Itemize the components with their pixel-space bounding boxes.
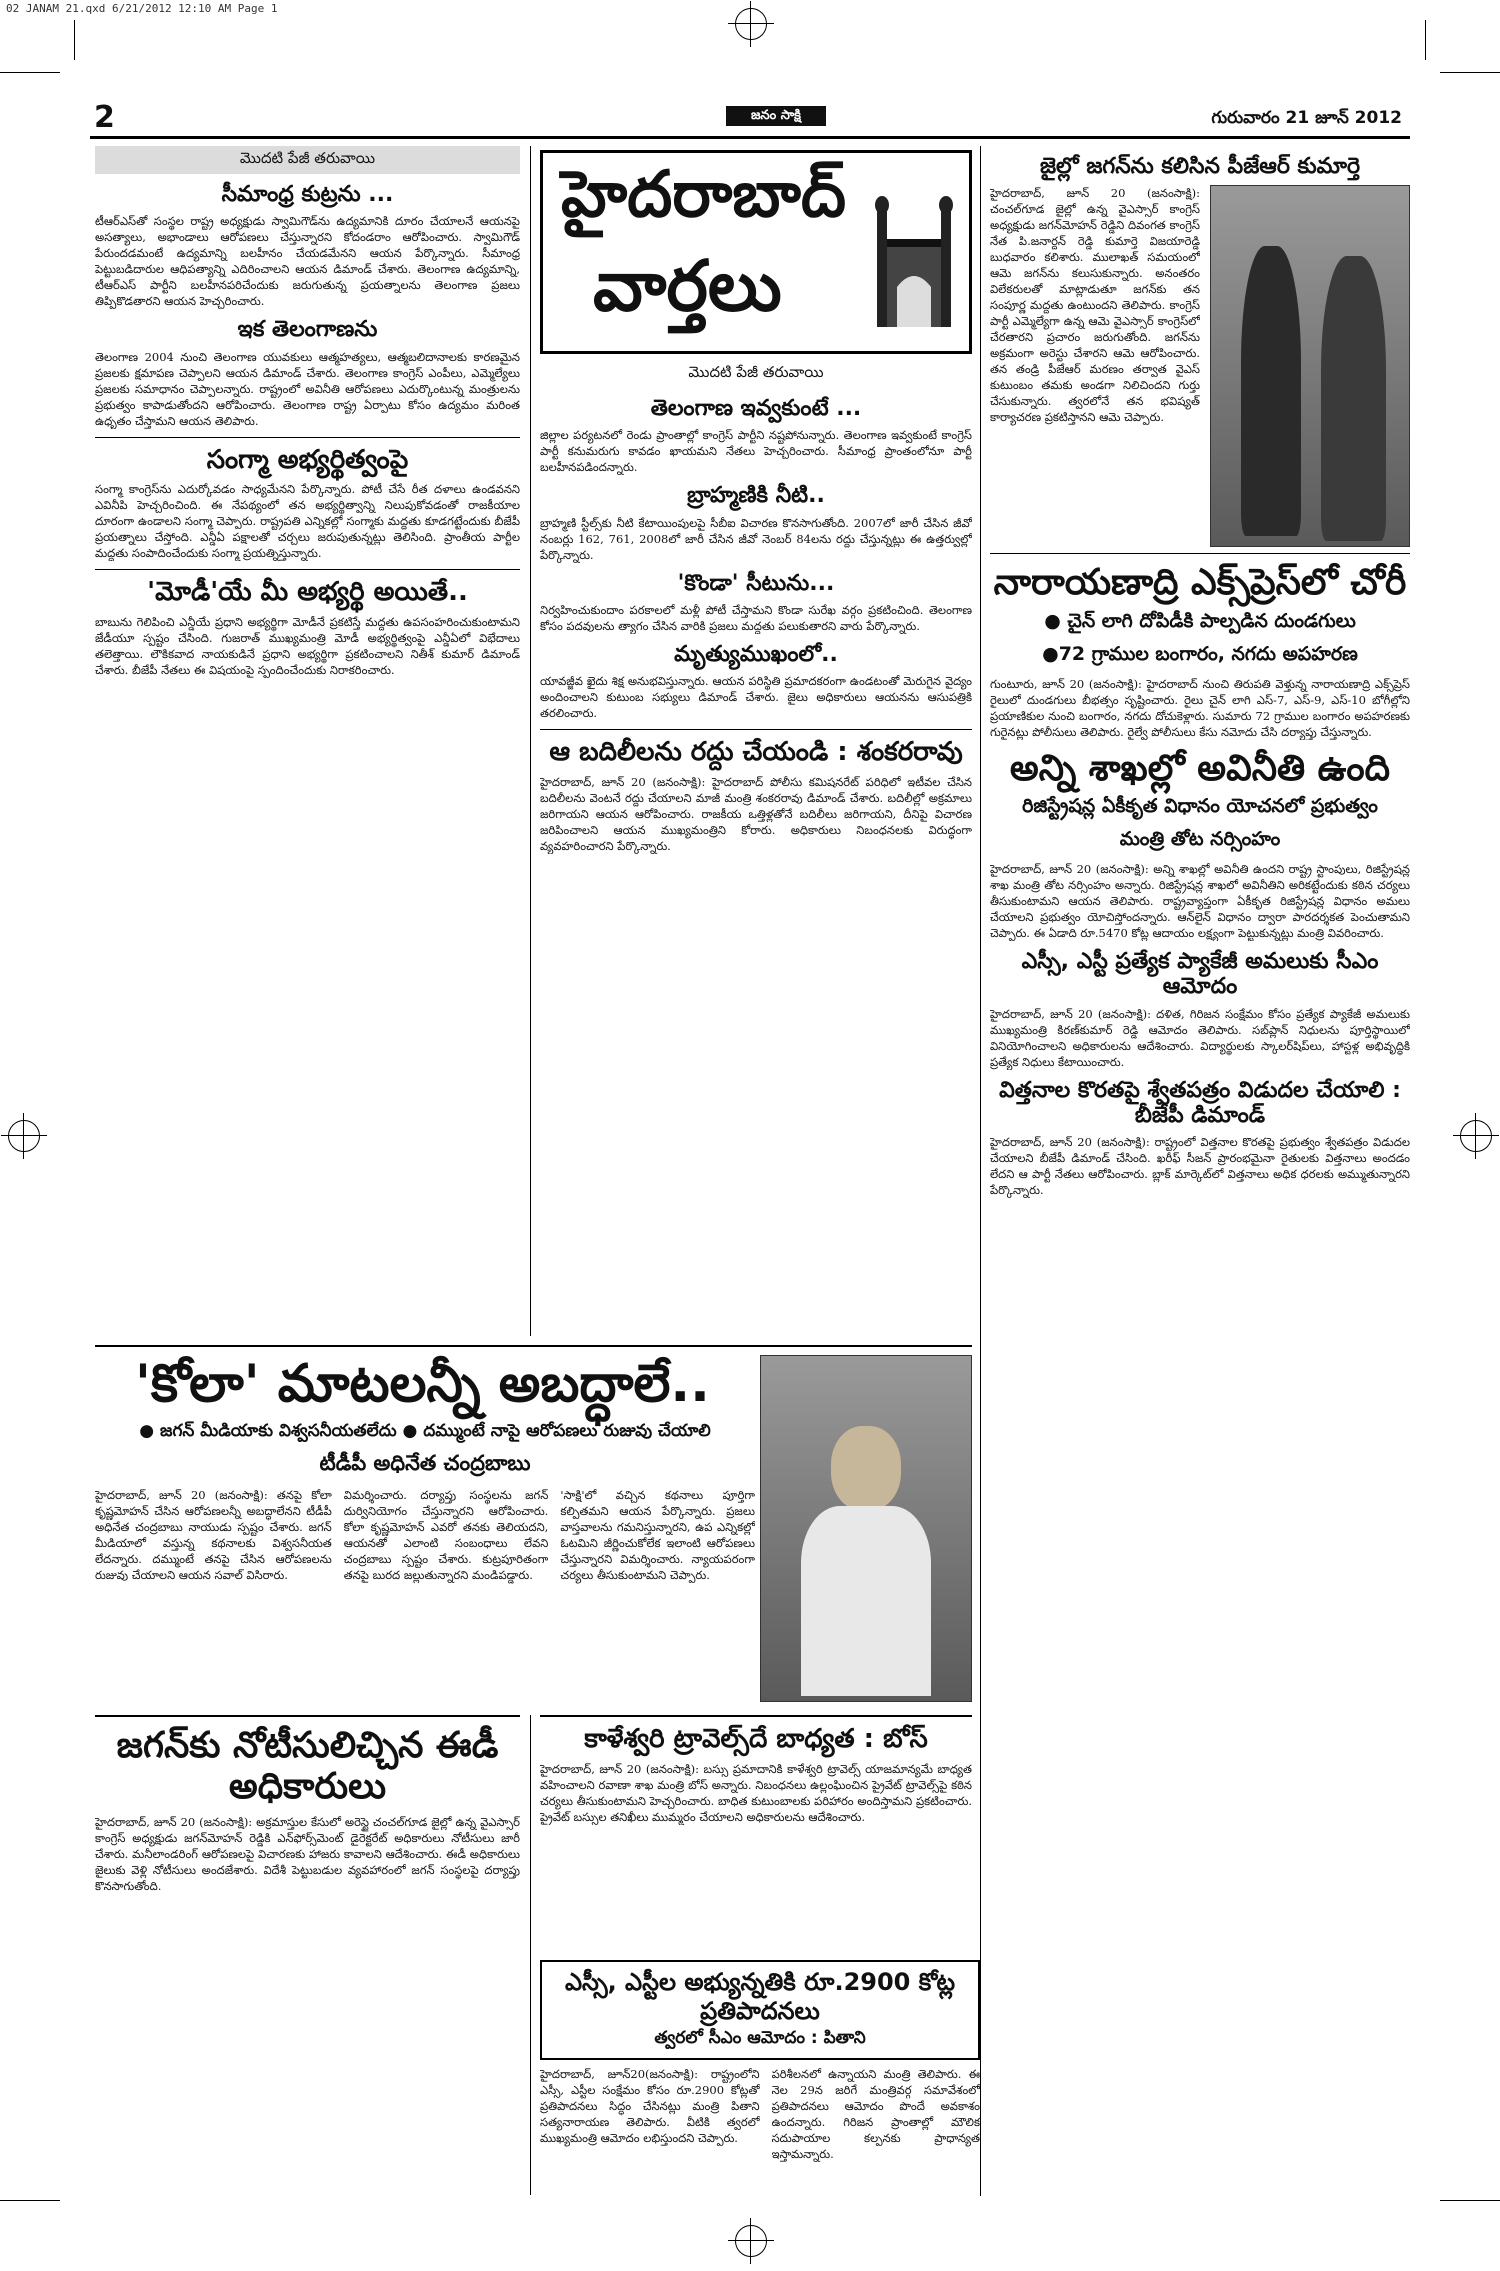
article-headline: ఎస్సీ, ఎస్టీల అభ్యున్నతికి రూ.2900 కోట్ల ప్రతిపాదనలు <box>564 1968 956 2025</box>
charminar-illustration <box>869 177 959 327</box>
article-subheadline: రిజిస్ట్రేషన్ల ఏకీకృత విధానం యోచనలో ప్రభుత్వం <box>1022 795 1378 818</box>
article-body: సంగ్మా కాంగ్రెస్‌ను ఎదుర్కోవడం సాధ్యమేనని పేర్కొన్నారు. పోటీ చేసే రీత దళాలు ఉండవనని ఎవినీపి హెచ్చరించింది. ఈ నేపథ్యంలో తన అభ్యర్థిత్వాన్ని నిలుపుకోవడంతో రాజకీయాల దూరంగా ఉండాలని సంగ్మా చెప్పారు. రాష్ట్రపతి ఎన్నికల్లో సంగ్మాకు మద్దతు కూడగట్టేందుకు బీజేపీ ప్రయత్నాలు చేస్తోంది. ఎన్డీఏ పక్షాలతో చర్చలు జరుపుతున్నట్లు తెలిసింది. ప్రాంతీయ పార్టీల మద్దతు సంపాదించేందుకు సంగ్మా ప్రయత్నిస్తున్నారు. <box>95 482 520 561</box>
article-body: జిల్లాల పర్యటనలో రెండు ప్రాంతాల్లో కాంగ్రెస్ పార్టీని నష్టపోనున్నారు. తెలంగాణ ఇవ్వకుంటే కాంగ్రెస్ పార్టీ కనుమరుగు కావడం ఖాయమని నేతలు హెచ్చరించారు. సీమాంధ్ర ప్రాంతంలోనూ పార్టీ బలహీనపడిందన్నారు. <box>540 428 972 475</box>
scst-body <box>540 2066 980 2196</box>
article-body: హైదరాబాద్, జూన్ 20 (జనంసాక్షి): తనపై కోలా కృష్ణమోహన్ చేసిన ఆరోపణలన్నీ అబద్ధాలేనని టీడీపీ అధినేత చంద్రబాబు నాయుడు స్పష్టం చేశారు. జగన్ మీడియాలో వస్తున్న కథనాలకు విశ్వసనీయత లేదన్నారు. దమ్ముంటే తనపై చేసిన ఆరోపణలను రుజువు చేయాలని ఆయన సవాల్ విసిరారు. <box>95 1487 332 1582</box>
registration-mark <box>735 2225 767 2257</box>
article-headline: ఎస్సీ, ఎస్టీ ప్రత్యేక ప్యాకేజీ అమలుకు సీఎం ఆమోదం <box>1021 949 1379 1000</box>
article-bullet: ●72 గ్రాముల బంగారం, నగదు అపహరణ <box>1042 642 1358 665</box>
article-subheadline: మంత్రి తోట నర్సింహం <box>1119 828 1281 851</box>
masthead-logo: జనం సాక్షి <box>726 106 826 126</box>
article-headline: 'మోడీ'యే మీ అభ్యర్థి అయితే.. <box>147 577 468 608</box>
registration-mark <box>8 1120 40 1152</box>
registration-mark <box>735 8 767 40</box>
divider <box>540 729 972 730</box>
banner-title-line1: హైదరాబాద్ <box>561 158 847 232</box>
chandrababu-photo <box>760 1355 972 1702</box>
article-body: హైదరాబాద్, జూన్ 20 (జనంసాక్షి): దళిత, గిరిజన సంక్షేమం కోసం ప్రత్యేక ప్యాకేజీ అమలుకు ముఖ్యమంత్రి కిరణ్‌కుమార్ రెడ్డి ఆమోదం తెలిపారు. సబ్‌ప్లాన్ నిధులను పూర్తిస్థాయిలో వినియోగించాలని అధికారులను ఆదేశించారు. విద్యార్థులకు స్కాలర్‌షిప్‌లు, హాస్టళ్ల అభివృద్ధికి ప్రత్యేక నిధులు కేటాయించారు. <box>990 1006 1410 1069</box>
ed-story <box>95 1715 520 2197</box>
column-rule <box>980 146 981 2196</box>
article-body: హైదరాబాద్, జూన్ 20 (జనంసాక్షి): రాష్ట్రంలో విత్తనాల కొరతపై ప్రభుత్వం శ్వేతపత్రం విడుదల చేయాలని బీజేపీ డిమాండ్ చేసింది. ఖరీఫ్ సీజన్ ప్రారంభమైనా రైతులకు విత్తనాలు అందడం లేదని ఆ పార్టీ నేతలు ఆరోపించారు. బ్లాక్ మార్కెట్‌లో విత్తనాలు అధిక ధరలకు అమ్ముతున్నారని పేర్కొన్నారు. <box>990 1135 1410 1198</box>
kola-byline: టీడీపీ అధినేత చంద్రబాబు <box>319 1450 531 1475</box>
scst-story <box>540 1960 980 2196</box>
column-rule <box>530 1715 531 2195</box>
center-column <box>540 146 972 1336</box>
column-rule <box>530 146 531 1336</box>
divider <box>95 437 520 438</box>
kaleswari-story <box>540 1715 972 1957</box>
crop-mark <box>1440 2200 1500 2201</box>
article-headline: సంగ్మా అభ్యర్థిత్వంపై <box>206 444 409 475</box>
print-slug: 02 JANAM 21.qxd 6/21/2012 12:10 AM Page 1 <box>6 2 278 15</box>
divider <box>95 569 520 570</box>
article-body: గుంటూరు, జూన్ 20 (జనంసాక్షి): హైదరాబాద్ నుంచి తిరుపతి వెళ్తున్న నారాయణాద్రి ఎక్స్‌ప్రెస్ రైలులో దుండగులు బీభత్సం సృష్టించారు. రైలు చైన్ లాగి ఎస్-7, ఎస్-9, ఎస్-10 బోగీల్లోని ప్రయాణికుల నుంచి బంగారం, నగదు దోచుకెళ్లారు. సుమారు 72 గ్రాముల బంగారం అపహరణకు గురైనట్లు పోలీసులు తెలిపారు. రైల్వే పోలీసులు కేసు నమోదు చేసి దర్యాప్తు చేస్తున్నారు. <box>990 676 1410 739</box>
article-body: నిర్వహించుకుందాం పరకాలలో మళ్లీ పోటీ చేస్తామని కొండా సురేఖ వర్గం ప్రకటించింది. తెలంగాణ కోసం పదవులను త్యాగం చేసిన వారికి ప్రజలు మద్దతు పలుకుతారని వారు పేర్కొన్నారు. <box>540 602 972 633</box>
article-headline: సీమాంధ్ర కుట్రను ... <box>221 182 394 207</box>
banner-title-line2: వార్తలు <box>593 245 782 327</box>
article-body: బ్రాహ్మణి స్టీల్స్‌కు నీటి కేటాయింపులపై సీబీఐ విచారణ కొనసాగుతోంది. 2007లో జారీ చేసిన జీవో నంబర్లు 162, 761, 2008లో జారీ చేసిన జీవో నెంబర్ 84లను రద్దు చేస్తున్నట్లు ఈ ఉత్తర్వుల్లో పేర్కొన్నారు. <box>540 515 972 562</box>
article-headline: నారాయణాద్రి ఎక్స్‌ప్రెస్‌లో చోరీ <box>993 562 1407 604</box>
hyderabad-news-banner <box>540 150 972 354</box>
news-photo <box>1210 185 1410 547</box>
crop-mark <box>0 72 60 73</box>
divider <box>990 553 1410 554</box>
scst-headline-box <box>540 1960 980 2060</box>
jail-story-block <box>990 185 1410 545</box>
article-subheadline: త్వరలో సీఎం ఆమోదం : పితాని <box>654 2027 866 2048</box>
issue-date: గురువారం 21 జూన్ 2012 <box>1211 108 1402 128</box>
crop-mark <box>1425 20 1426 60</box>
crop-mark <box>74 20 75 60</box>
article-headline: కాళేశ్వరి ట్రావెల్స్‌దే బాధ్యత : బోస్ <box>584 1724 928 1754</box>
article-headline: ఇక తెలంగాణను <box>237 317 378 343</box>
left-column <box>95 146 520 1336</box>
article-body: 'సాక్షి'లో వచ్చిన కథనాలు పూర్తిగా కల్పితమని ఆయన పేర్కొన్నారు. ప్రజలు వాస్తవాలను గమనిస్తున్నారని, ఉప ఎన్నికల్లో ఓటమిని జీర్ణించుకోలేక ఇలాంటి ఆరోపణలు చేస్తున్నారని విమర్శించారు. న్యాయపరంగా చర్యలు తీసుకుంటామని చెప్పారు. <box>560 1487 755 1582</box>
article-body: బాబును గెలిపించి ఎన్డీయే ప్రధాని అభ్యర్థిగా మోడీనే ప్రకటిస్తే మద్దతు ఉపసంహరించుకుంటామని జేడీయూ స్పష్టం చేసింది. గుజరాత్ ముఖ్యమంత్రి మోడీ అభ్యర్థిత్వంపై ఎన్డీఏలో విభేదాలు తలెత్తాయి. లౌకికవాద నాయకుడినే ప్రధాని అభ్యర్థిగా ప్రకటించాలని నితీశ్ కుమార్ డిమాండ్ చేశారు. బీజేపీ నేతలు ఈ విషయంపై స్పందించేందుకు నిరాకరించారు. <box>95 615 520 678</box>
kola-body <box>95 1487 755 1677</box>
continued-kicker: మొదటి పేజీ తరువాయి <box>95 146 520 174</box>
article-headline: 'కొండా' సీటును... <box>677 570 835 596</box>
article-headline: విత్తనాల కొరతపై శ్వేతపత్రం విడుదల చేయాలి : బీజేపీ డిమాండ్ <box>999 1077 1401 1128</box>
article-headline: అన్ని శాఖల్లో అవినీతి ఉంది <box>1009 747 1391 789</box>
article-headline: ఆ బదిలీలను రద్దు చేయండి : శంకరరావు <box>549 737 963 768</box>
registration-mark <box>1460 1120 1492 1152</box>
article-headline: మృత్యుముఖంలో.. <box>674 641 838 667</box>
kola-deck: ● జగన్ మీడియాకు విశ్వసనీయతలేదు ● దమ్ముంటే నాపై ఆరోపణలు రుజువు చేయాలి <box>139 1420 711 1441</box>
article-body: యావజ్జీవ ఖైదు శిక్ష అనుభవిస్తున్నారు. ఆయన పరిస్థితి ప్రమాదకరంగా ఉండటంతో మెరుగైన వైద్యం అందించాలని కుటుంబ సభ్యులు డిమాండ్ చేశారు. జైలు అధికారులు ఆయనను ఆసుపత్రికి తరలించారు. <box>540 674 972 721</box>
article-bullet: ● చైన్ లాగి దోపిడీకి పాల్పడిన దుండగులు <box>1044 609 1356 632</box>
article-body: హైదరాబాద్, జూన్20(జనంసాక్షి): రాష్ట్రంలోని ఎస్సీ, ఎస్టీల సంక్షేమం కోసం రూ.2900 కోట్లతో ప్రతిపాదనలు సిద్ధం చేసినట్లు మంత్రి పితాని సత్యనారాయణ తెలిపారు. వీటికి త్వరలో ముఖ్యమంత్రి ఆమోదం లభిస్తుందని చెప్పారు. <box>540 2066 760 2145</box>
article-body: హైదరాబాద్, జూన్ 20 (జనంసాక్షి): చంచల్‌గూడ జైల్లో ఉన్న వైఎస్సార్ కాంగ్రెస్ అధ్యక్షుడు జగన్‌మోహన్ రెడ్డిని దివంగత కాంగ్రెస్ నేత పి.జనార్దన్ రెడ్డి కుమార్తె విజయారెడ్డి బుధవారం కలిశారు. ములాఖత్ సమయంలో ఆమె జగన్‌ను కలుసుకున్నారు. అనంతరం విలేకరులతో మాట్లాడుతూ జగన్‌కు తన సంపూర్ణ మద్దతు ఉంటుందని తెలిపారు. కాంగ్రెస్ పార్టీ ఎమ్మెల్యేగా ఉన్న ఆమె వైఎస్సార్ కాంగ్రెస్‌లో చేరతారని ప్రచారం జరుగుతోంది. జగన్‌ను అక్రమంగా అరెస్టు చేశారని ఆమె ఆరోపించారు. తన తండ్రి పీజేఆర్ మరణం తర్వాత వైఎస్ కుటుంబం తమకు అండగా నిలిచిందని గుర్తు చేసుకున్నారు. త్వరలోనే తన భవిష్యత్ కార్యాచరణ ప్రకటిస్తానని ఆమె చెప్పారు. <box>990 186 1200 425</box>
article-headline: జైల్లో జగన్‌ను కలిసిన పీజేఆర్ కుమార్తె <box>1039 154 1361 179</box>
page-header <box>90 100 1410 139</box>
article-headline: జగన్‌కు నోటీసులిచ్చిన ఈడీ అధికారులు <box>116 1725 499 1808</box>
kola-headline: 'కోలా' మాటలన్నీ అబద్ధాలే.. <box>135 1354 710 1414</box>
continued-kicker: మొదటి పేజీ తరువాయి <box>688 363 824 381</box>
page-number: 2 <box>94 100 115 135</box>
article-body: పరిశీలనలో ఉన్నాయని మంత్రి తెలిపారు. ఈ నెల 29న జరిగే మంత్రివర్గ సమావేశంలో ప్రతిపాదనలు ఆమోదం పొందే అవకాశం ఉందన్నారు. గిరిజన ప్రాంతాల్లో మౌలిక సదుపాయాల కల్పనకు ప్రాధాన్యత ఇస్తామన్నారు. <box>771 2066 980 2161</box>
article-body: హైదరాబాద్, జూన్ 20 (జనంసాక్షి): హైదరాబాద్ పోలీసు కమిషనరేట్ పరిధిలో ఇటీవల చేసిన బదిలీలను వెంటనే రద్దు చేయాలని మాజీ మంత్రి శంకరరావు డిమాండ్ చేశారు. బదిలీల్లో అక్రమాలు జరిగాయని ఆయన ఆరోపించారు. రాజకీయ ఒత్తిళ్లతోనే బదిలీలు జరిగాయని, దీనిపై విచారణ జరిపించాలని ఆయన ముఖ్యమంత్రిని కోరారు. అధికారులు నిబంధనలకు విరుద్ధంగా వ్యవహరించారని పేర్కొన్నారు. <box>540 775 972 854</box>
article-body: తెలంగాణ 2004 నుంచి తెలంగాణ యువకులు ఆత్మహత్యలు, ఆత్మబలిదానాలకు కారణమైన ప్రజలకు క్షమాపణ చెప్పాలని ఆయన డిమాండ్ చేశారు. తెలంగాణ కాంగ్రెస్ ఎంపీలు, ఎమ్మెల్యేలు ప్రజలకు సమాధానం చెప్పాలన్నారు. రాష్ట్రంలో అవినీతి ఆరోపణలు ఎదుర్కొంటున్న మంత్రులను ప్రభుత్వం కాపాడుతోందని ఆరోపించారు. తెలంగాణ రాష్ట్ర ఏర్పాటు కోసం ఉద్యమం మరింత ఉధృతం చేస్తామని ఆయన తెలిపారు. <box>95 349 520 428</box>
article-body: హైదరాబాద్, జూన్ 20 (జనంసాక్షి): బస్సు ప్రమాదానికి కాళేశ్వరి ట్రావెల్స్ యాజమాన్యమే బాధ్యత వహించాలని రవాణా శాఖ మంత్రి బోస్ అన్నారు. నిబంధనలు ఉల్లంఘించిన ప్రైవేట్ ట్రావెల్స్‌పై కఠిన చర్యలు తీసుకుంటామని హెచ్చరించారు. బాధిత కుటుంబాలకు పరిహారం అందిస్తామని ప్రకటించారు. ప్రైవేట్ బస్సుల తనిఖీలు ముమ్మరం చేయాలని అధికారులను ఆదేశించారు. <box>540 1761 972 1824</box>
article-body: హైదరాబాద్, జూన్ 20 (జనంసాక్షి): అక్రమాస్తుల కేసులో అరెస్టై చంచల్‌గూడ జైల్లో ఉన్న వైఎస్సార్ కాంగ్రెస్ అధ్యక్షుడు జగన్‌మోహన్ రెడ్డికి ఎన్‌ఫోర్స్‌మెంట్ డైరెక్టరేట్ అధికారులు నోటీసులు జారీ చేశారు. మనీలాండరింగ్ ఆరోపణలపై విచారణకు హాజరు కావాలని ఆదేశించారు. ఈడీ అధికారులు జైలుకు వెళ్లి నోటీసులు అందజేశారు. విదేశీ పెట్టుబడుల వ్యవహారంలో జగన్ సంస్థలపై దర్యాప్తు కొనసాగుతోంది. <box>95 1814 520 1893</box>
crop-mark <box>0 2200 60 2201</box>
right-column <box>990 146 1410 2196</box>
crop-mark <box>1440 72 1500 73</box>
article-headline: బ్రాహ్మణికి నీటి.. <box>687 483 825 509</box>
article-headline: తెలంగాణ ఇవ్వకుంటే ... <box>650 396 862 421</box>
article-body: విమర్శించారు. దర్యాప్తు సంస్థలను జగన్ దుర్వినియోగం చేస్తున్నారని ఆరోపించారు. కోలా కృష్ణమోహన్ ఎవరో తనకు తెలియదని, ఆయనతో ఎలాంటి సంబంధాలు లేవని చంద్రబాబు స్పష్టం చేశారు. కుట్రపూరితంగా తనపై బురద జల్లుతున్నారని మండిపడ్డారు. <box>343 1487 549 1582</box>
kola-story <box>95 1345 972 1707</box>
article-body: హైదరాబాద్, జూన్ 20 (జనంసాక్షి): అన్ని శాఖల్లో అవినీతి ఉందని రాష్ట్ర స్టాంపులు, రిజిస్ట్రేషన్ల శాఖ మంత్రి తోట నర్సింహం అన్నారు. రిజిస్ట్రేషన్ల శాఖలో అవినీతిని అరికట్టేందుకు కఠిన చర్యలు తీసుకుంటామని ఆయన తెలిపారు. రాష్ట్రవ్యాప్తంగా ఏకీకృత రిజిస్ట్రేషన్ల విధానం అమలు చేయాలని ప్రభుత్వం యోచిస్తోందన్నారు. ఆన్‌లైన్ విధానం ద్వారా పారదర్శకత పెంచుతామని చెప్పారు. ఈ ఏడాది రూ.5470 కోట్ల ఆదాయం లక్ష్యంగా పెట్టుకున్నట్లు మంత్రి వివరించారు. <box>990 862 1410 941</box>
article-body: టీఆర్ఎస్‌తో సంస్థల రాష్ట్ర అధ్యక్షుడు స్వామిగౌడ్‌ను ఉద్యమానికి దూరం చేయాలనే ఆయనపై అసత్యాలు, అభాండాలు ఆరోపణలు చేస్తున్నారని కోదండరాం ఆరోపించారు. స్వామిగౌడ్ పేరుందడమంటే ఉద్యమాన్ని బలహీనం చేయడమేనని ఆయన పేర్కొన్నారు. సీమాంధ్ర పెట్టుబడిదారుల ఆధిపత్యాన్ని ఎదిరించాలని ఆయన డిమాండ్ చేశారు. తెలంగాణ ఉద్యమాన్ని, టీఆర్ఎస్ పార్టీని బలహీనపరిచేందుకు జరుగుతున్న ప్రయత్నాలను తెలంగాణ ప్రజలు తిప్పికొడతారని ఆయన హెచ్చరించారు. <box>95 214 520 309</box>
